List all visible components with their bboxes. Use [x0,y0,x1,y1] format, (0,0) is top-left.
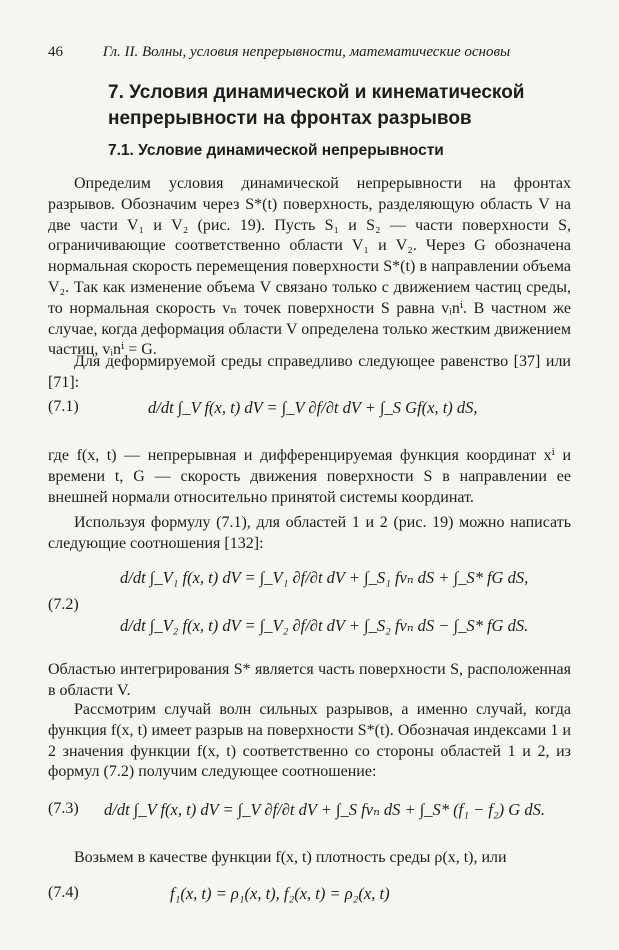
equation-7-1: d/dt ∫_V f(x, t) dV = ∫_V ∂f/∂t dV + ∫_S Gf(x, t) dS, [148,398,478,417]
equation-number-7-1: (7.1) [48,398,79,415]
paragraph-7: Возьмем в качестве функции f(x, t) плотность среды ρ(x, t), или [74,849,507,866]
running-header [48,44,510,61]
paragraph-4: Используя формулу (7.1), для областей 1 и 2 (рис. 19) можно написать следующие соотношения [132]: [48,514,571,552]
equation-7-3: d/dt ∫_V f(x, t) dV = ∫_V ∂f/∂t dV + ∫_S fvₙ dS + ∫_S* (f₁ − f₂) G dS. [104,800,545,819]
equation-7-2-line-2: d/dt ∫_V₂ f(x, t) dV = ∫_V₂ ∂f/∂t dV + ∫_S₂ fvₙ dS − ∫_S* fG dS. [120,616,529,635]
paragraph-2: Для деформируемой среды справедливо следующее равенство [37] или [71]: [48,353,571,391]
section-title: 7. Условия динамической и кинематической непрерывности на фронтах разрывов [108,82,525,129]
subsection-title: 7.1. Условие динамической непрерывности [108,142,444,159]
equation-number-7-4: (7.4) [48,884,79,901]
running-title: Гл. II. Волны, условия непрерывности, математические основы [102,44,511,60]
paragraph-1: Определим условия динамической непрерывности на фронтах разрывов. Обозначим через S*(t) поверхность, разделяющую область V на две части V₁ и V₂ (рис. 19). Пусть S₁ и S₂ — части поверхности S, ограничивающие соответственно области V₁ и V₂. Через G обозначена нормальная скорость перемещения поверхности S*(t) в направлении объема V₂. Так как изменение объема V связано только с движением частиц среды, то нормальная скорость vₙ точек поверхности S равна vᵢnⁱ. В частном же случае, когда деформация области V определена только жестким движением частиц, vᵢnⁱ = G. [48,175,571,359]
equation-number-7-2: (7.2) [48,596,79,613]
paragraph-5: Областью интегрирования S* является часть поверхности S, расположенная в области V. [48,661,571,699]
paragraph-3: где f(x, t) — непрерывная и дифференцируемая функция координат xⁱ и времени t, G — скорость движения поверхности S в направлении ее внешней нормали относительно принятой системы координат. [48,447,571,506]
equation-number-7-3: (7.3) [48,800,79,817]
paragraph-6: Рассмотрим случай волн сильных разрывов, а именно случай, когда функция f(x, t) имеет разрыв на поверхности S*(t). Обозначая индексами 1 и 2 значения функции f(x, t) соответственно со стороны областей 1 и 2, из формул (7.2) получим следующее соотношение: [48,701,571,781]
page-number: 46 [48,44,63,60]
equation-7-4: f₁(x, t) = ρ₁(x, t), f₂(x, t) = ρ₂(x, t) [170,884,390,903]
equation-7-2-line-1: d/dt ∫_V₁ f(x, t) dV = ∫_V₁ ∂f/∂t dV + ∫_S₁ fvₙ dS + ∫_S* fG dS, [120,568,529,587]
